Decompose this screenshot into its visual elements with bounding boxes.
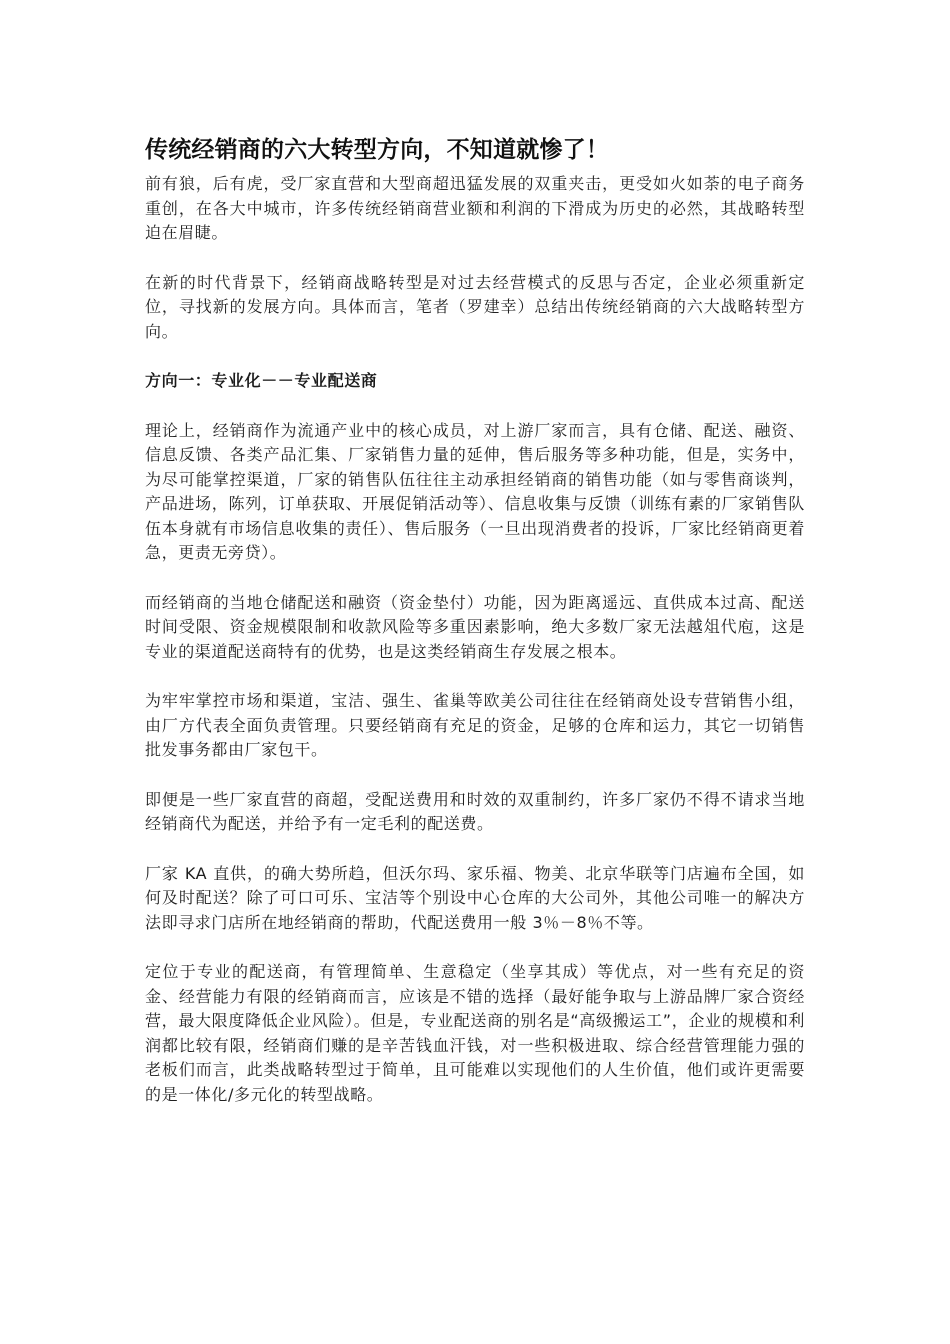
body-paragraph: 而经销商的当地仓储配送和融资（资金垫付）功能，因为距离遥远、直供成本过高、配送时间受限、资金规模限制和收款风险等多重因素影响，绝大多数厂家无法越俎代庖，这是专业的渠道配送商特有的优势，也是这类经销商生存发展之根本。 (145, 592, 805, 661)
body-paragraph: 即便是一些厂家直营的商超，受配送费用和时效的双重制约，许多厂家仍不得不请求当地经销商代为配送，并给予有一定毛利的配送费。 (145, 789, 805, 833)
section-heading: 方向一：专业化－－专业配送商 (145, 371, 378, 390)
body-paragraph: 为牢牢掌控市场和渠道，宝洁、强生、雀巢等欧美公司往往在经销商处设专营销售小组，由厂方代表全面负责管理。只要经销商有充足的资金，足够的仓库和运力，其它一切销售批发事务都由厂家包干。 (145, 691, 805, 759)
body-paragraph: 厂家 KA 直供，的确大势所趋，但沃尔玛、家乐福、物美、北京华联等门店遍布全国，如何及时配送？除了可口可乐、宝洁等个别设中心仓库的大公司外，其他公司唯一的解决方法即寻求门店所在地经销商的帮助，代配送费用一般 3％－8％不等。 (145, 863, 805, 932)
body-paragraph: 定位于专业的配送商，有管理简单、生意稳定（坐享其成）等优点，对一些有充足的资金、经营能力有限的经销商而言，应该是不错的选择（最好能争取与上游品牌厂家合资经营，最大限度降低企业风险）。但是，专业配送商的别名是“高级搬运工”，企业的规模和利润都比较有限，经销商们赚的是辛苦钱血汗钱，对一些积极进取、综合经营管理能力强的老板们而言，此类战略转型过于简单，且可能难以实现他们的人生价值，他们或许更需要的是一体化/多元化的转型战略。 (145, 962, 805, 1104)
document-page (145, 132, 805, 1132)
intro-paragraph-1: 前有狼，后有虎，受厂家直营和大型商超迅猛发展的双重夹击，更受如火如荼的电子商务重创，在各大中城市，许多传统经销商营业额和利润的下滑成为历史的必然，其战略转型迫在眉睫。 (145, 174, 805, 242)
body-paragraph: 理论上，经销商作为流通产业中的核心成员，对上游厂家而言，具有仓储、配送、融资、信息反馈、各类产品汇集、厂家销售力量的延伸，售后服务等多种功能，但是，实务中，为尽可能掌控渠道，厂家的销售队伍往往主动承担经销商的销售功能（如与零售商谈判，产品进场，陈列，订单获取、开展促销活动等）、信息收集与反馈（训练有素的厂家销售队伍本身就有市场信息收集的责任）、售后服务（一旦出现消费者的投诉，厂家比经销商更着急，更责无旁贷）。 (145, 420, 805, 562)
intro-paragraph-2: 在新的时代背景下，经销商战略转型是对过去经营模式的反思与否定，企业必须重新定位，寻找新的发展方向。具体而言，笔者（罗建幸）总结出传统经销商的六大战略转型方向。 (145, 272, 805, 341)
article-title: 传统经销商的六大转型方向，不知道就惨了！ (145, 137, 609, 163)
